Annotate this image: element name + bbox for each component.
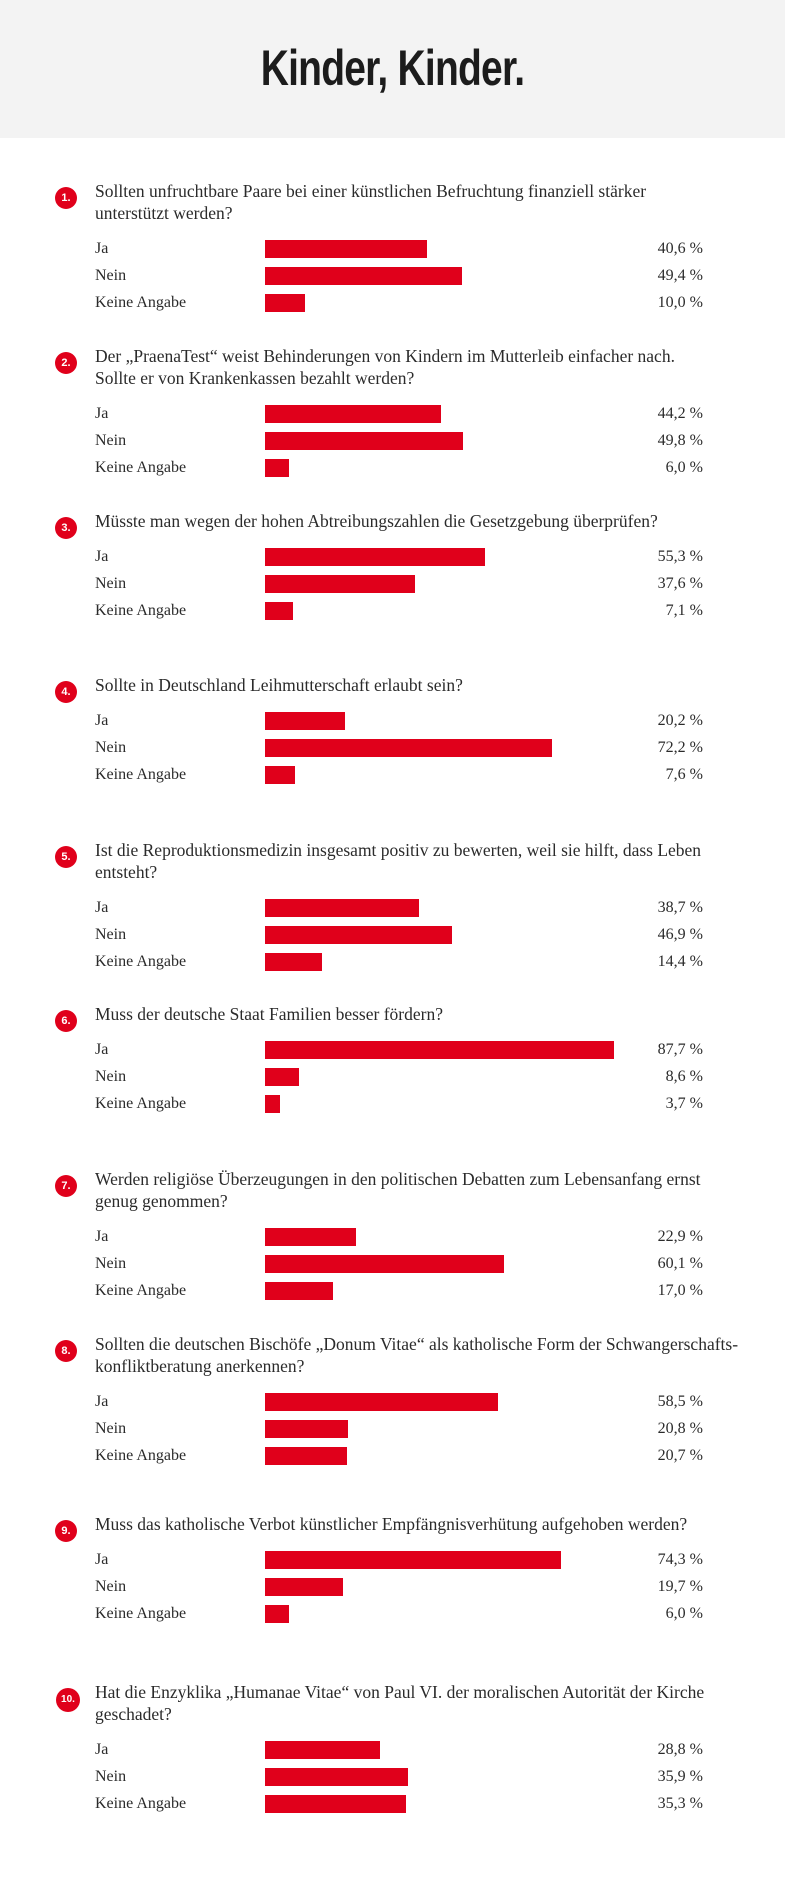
survey-question: [0, 674, 785, 791]
question-text-line: Ist die Reproduktionsmedizin insgesamt positiv zu bewerten, weil sie hilft, dass Leben: [95, 840, 702, 860]
question-text-line: Sollte in Deutschland Leihmutterschaft erlaubt sein?: [95, 675, 463, 695]
answer-value-label: 60,1 %: [657, 1255, 703, 1272]
answer-row: [0, 1576, 785, 1598]
question-number-badge: 2.: [55, 352, 77, 374]
answer-label: Nein: [95, 575, 127, 592]
answer-bar: [265, 1041, 614, 1059]
answer-row: [0, 1603, 785, 1625]
answer-bar: [265, 1741, 380, 1759]
answer-row: [0, 1093, 785, 1115]
question-text-line: Müsste man wegen der hohen Abtreibungszahlen die Gesetzgebung überprüfen?: [95, 511, 658, 531]
answer-value-label: 58,5 %: [657, 1393, 703, 1410]
answer-row: [0, 600, 785, 622]
question-text: [95, 674, 775, 696]
answer-row: [0, 1445, 785, 1467]
answer-value-label: 87,7 %: [657, 1041, 703, 1058]
answer-label: Keine Angabe: [95, 766, 187, 783]
answer-value-label: 44,2 %: [657, 405, 703, 422]
answer-bar: [265, 1255, 504, 1273]
answer-row: [0, 403, 785, 425]
answer-value-label: 8,6 %: [665, 1068, 703, 1085]
answer-label: Keine Angabe: [95, 1795, 187, 1812]
question-text-line: Hat die Enzyklika „Humanae Vitae“ von Paul VI. der moralischen Autorität der Kirche: [95, 1682, 705, 1702]
answer-bar: [265, 432, 463, 450]
answer-label: Keine Angabe: [95, 602, 187, 619]
question-number-badge: 10.: [56, 1688, 80, 1712]
question-number-badge: 5.: [55, 846, 77, 868]
survey-question: [0, 1003, 785, 1120]
survey-question: [0, 1681, 785, 1820]
answer-value-label: 3,7 %: [665, 1095, 703, 1112]
question-text: [95, 839, 775, 883]
answer-value-label: 74,3 %: [657, 1551, 703, 1568]
answer-value-label: 28,8 %: [657, 1741, 703, 1758]
question-text-line: Muss der deutsche Staat Familien besser fördern?: [95, 1004, 443, 1024]
answer-value-label: 35,3 %: [657, 1795, 703, 1812]
answer-value-label: 38,7 %: [657, 899, 703, 916]
answer-label: Keine Angabe: [95, 1605, 187, 1622]
answer-value-label: 10,0 %: [657, 294, 703, 311]
answer-label: Ja: [95, 1228, 109, 1245]
answer-label: Ja: [95, 1551, 109, 1568]
answer-label: Nein: [95, 1578, 127, 1595]
question-text: [95, 1003, 775, 1025]
answer-row: [0, 924, 785, 946]
answer-bar: [265, 1578, 343, 1596]
answer-value-label: 40,6 %: [657, 240, 703, 257]
question-text-line: Sollten unfruchtbare Paare bei einer künstlichen Befruchtung finanziell stärker: [95, 181, 647, 201]
answer-bar: [265, 548, 485, 566]
answer-value-label: 7,6 %: [665, 766, 703, 783]
answer-row: [0, 1039, 785, 1061]
answer-label: Nein: [95, 1768, 127, 1785]
answer-label: Ja: [95, 899, 109, 916]
answer-row: [0, 1253, 785, 1275]
answer-bar: [265, 267, 462, 285]
question-text: [95, 1168, 775, 1212]
answer-label: Nein: [95, 739, 127, 756]
question-text: [95, 1681, 775, 1725]
answer-label: Ja: [95, 548, 109, 565]
answer-bar: [265, 926, 452, 944]
answer-bar: [265, 1420, 348, 1438]
answer-row: [0, 1793, 785, 1815]
answer-bar: [265, 1095, 280, 1113]
answer-bar: [265, 739, 552, 757]
answer-bar: [265, 1447, 347, 1465]
question-text: [95, 1333, 775, 1377]
answer-bar: [265, 1768, 408, 1786]
answer-bar: [265, 240, 427, 258]
answer-value-label: 37,6 %: [657, 575, 703, 592]
survey-question: [0, 1513, 785, 1630]
answer-value-label: 55,3 %: [657, 548, 703, 565]
answer-row: [0, 430, 785, 452]
answer-bar: [265, 405, 441, 423]
header-banner: [0, 0, 785, 138]
question-text-line: Werden religiöse Überzeugungen in den politischen Debatten zum Lebensanfang ernst: [95, 1169, 701, 1189]
question-text-line: Muss das katholische Verbot künstlicher Empfängnisverhütung aufgehoben werden?: [95, 1514, 688, 1534]
answer-row: [0, 1391, 785, 1413]
answer-row: [0, 546, 785, 568]
answer-label: Nein: [95, 267, 127, 284]
answer-row: [0, 1066, 785, 1088]
answer-row: [0, 573, 785, 595]
answer-value-label: 6,0 %: [665, 459, 703, 476]
answer-bar: [265, 1228, 356, 1246]
answer-bar: [265, 575, 415, 593]
answer-value-label: 49,8 %: [657, 432, 703, 449]
answer-row: [0, 238, 785, 260]
answer-value-label: 20,2 %: [657, 712, 703, 729]
answer-row: [0, 1280, 785, 1302]
answer-value-label: 20,8 %: [657, 1420, 703, 1437]
question-text-line: unterstützt werden?: [95, 203, 233, 223]
answer-value-label: 7,1 %: [665, 602, 703, 619]
question-text-line: entsteht?: [95, 862, 158, 882]
answer-value-label: 19,7 %: [657, 1578, 703, 1595]
answer-row: [0, 737, 785, 759]
answer-row: [0, 457, 785, 479]
answer-value-label: 35,9 %: [657, 1768, 703, 1785]
question-number-badge: 6.: [55, 1010, 77, 1032]
answer-row: [0, 764, 785, 786]
question-number-badge: 7.: [55, 1175, 77, 1197]
page-title: Kinder, Kinder.: [260, 40, 525, 96]
survey-question: [0, 180, 785, 319]
answer-label: Keine Angabe: [95, 953, 187, 970]
survey-question: [0, 1168, 785, 1307]
answer-value-label: 49,4 %: [657, 267, 703, 284]
answer-value-label: 22,9 %: [657, 1228, 703, 1245]
answer-bar: [265, 1551, 561, 1569]
survey-question: [0, 510, 785, 627]
answer-row: [0, 292, 785, 314]
answer-bar: [265, 1282, 333, 1300]
answer-label: Nein: [95, 1255, 127, 1272]
question-text: [95, 1513, 775, 1535]
answer-value-label: 46,9 %: [657, 926, 703, 943]
survey-question: [0, 345, 785, 484]
answer-row: [0, 710, 785, 732]
answer-value-label: 72,2 %: [657, 739, 703, 756]
answer-row: [0, 1739, 785, 1761]
answer-value-label: 14,4 %: [657, 953, 703, 970]
question-text-line: Sollten die deutschen Bischöfe „Donum Vitae“ als katholische Form der Schwangerschafts-: [95, 1334, 739, 1354]
answer-bar: [265, 294, 305, 312]
answer-label: Ja: [95, 1741, 109, 1758]
answer-row: [0, 1418, 785, 1440]
question-number-badge: 3.: [55, 517, 77, 539]
answer-label: Keine Angabe: [95, 1282, 187, 1299]
answer-value-label: 17,0 %: [657, 1282, 703, 1299]
answer-label: Nein: [95, 1068, 127, 1085]
question-text-line: Der „PraenaTest“ weist Behinderungen von Kindern im Mutterleib einfacher nach.: [95, 346, 675, 366]
answer-label: Ja: [95, 240, 109, 257]
answer-label: Ja: [95, 712, 109, 729]
answer-bar: [265, 712, 345, 730]
question-number-badge: 9.: [55, 1520, 77, 1542]
answer-bar: [265, 459, 289, 477]
question-number-badge: 8.: [55, 1340, 77, 1362]
answer-row: [0, 951, 785, 973]
answer-label: Keine Angabe: [95, 294, 187, 311]
answer-label: Nein: [95, 1420, 127, 1437]
answer-label: Ja: [95, 1393, 109, 1410]
question-text-line: konfliktberatung anerkennen?: [95, 1356, 305, 1376]
answer-value-label: 6,0 %: [665, 1605, 703, 1622]
answer-bar: [265, 1068, 299, 1086]
survey-question: [0, 1333, 785, 1472]
survey-question: [0, 839, 785, 978]
question-number-badge: 4.: [55, 681, 77, 703]
answer-bar: [265, 1393, 498, 1411]
answer-label: Ja: [95, 405, 109, 422]
answer-row: [0, 1549, 785, 1571]
answer-label: Keine Angabe: [95, 1447, 187, 1464]
answer-label: Nein: [95, 926, 127, 943]
answer-row: [0, 1226, 785, 1248]
question-number-badge: 1.: [55, 187, 77, 209]
answer-label: Nein: [95, 432, 127, 449]
answer-bar: [265, 953, 322, 971]
question-text: [95, 510, 775, 532]
answer-label: Ja: [95, 1041, 109, 1058]
answer-bar: [265, 1795, 406, 1813]
answer-row: [0, 1766, 785, 1788]
answer-bar: [265, 602, 293, 620]
answer-bar: [265, 766, 295, 784]
question-text-line: genug genommen?: [95, 1191, 228, 1211]
answer-label: Keine Angabe: [95, 459, 187, 476]
answer-bar: [265, 1605, 289, 1623]
question-text-line: Sollte er von Krankenkassen bezahlt werden?: [95, 368, 415, 388]
question-text: [95, 345, 775, 389]
answer-value-label: 20,7 %: [657, 1447, 703, 1464]
question-text-line: geschadet?: [95, 1704, 172, 1724]
answer-label: Keine Angabe: [95, 1095, 187, 1112]
question-text: [95, 180, 775, 224]
answer-row: [0, 897, 785, 919]
answer-bar: [265, 899, 419, 917]
answer-row: [0, 265, 785, 287]
